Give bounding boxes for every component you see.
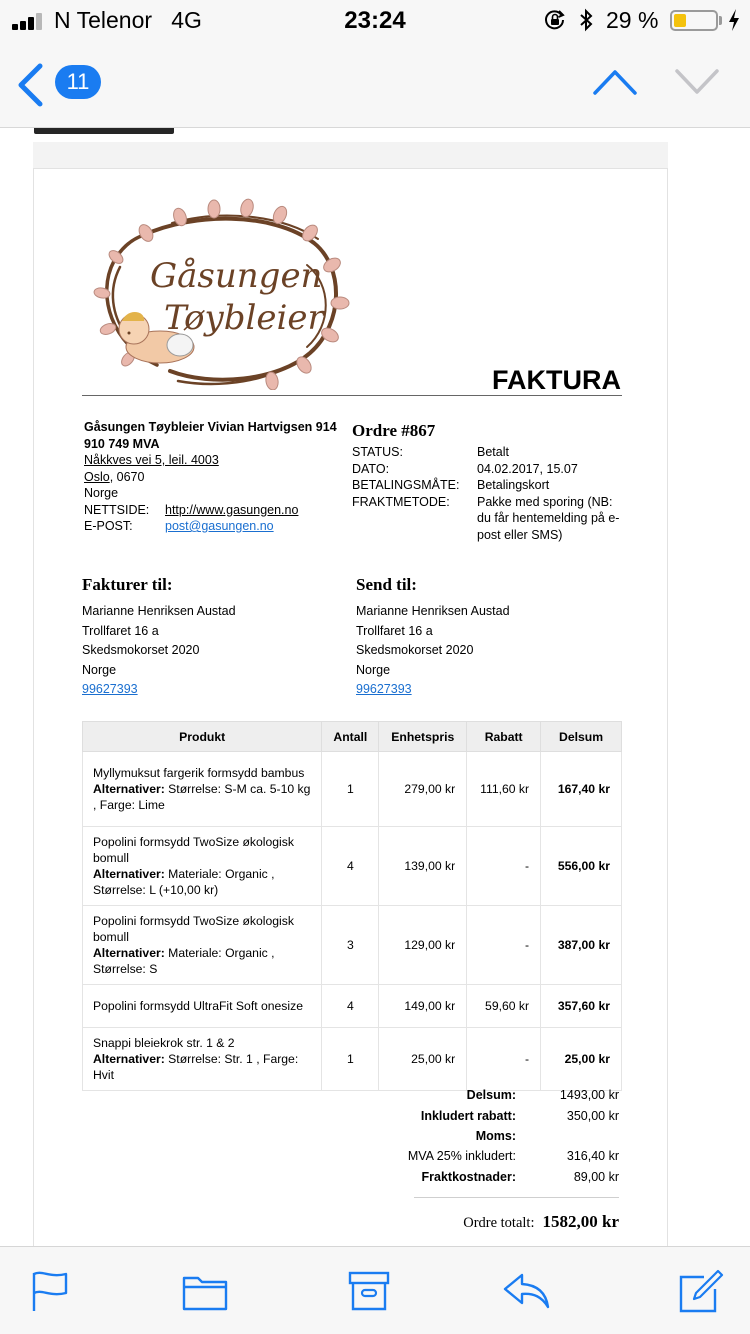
subtotal-cell: 167,40 kr [541, 752, 622, 827]
product-cell: Popolini formsydd TwoSize økologisk bomull Alternativer: Materiale: Organic , Størrelse: S [83, 906, 322, 985]
table-row [83, 906, 622, 985]
battery-percent: 29 % [606, 7, 659, 33]
company-postcode: , 0670 [109, 469, 145, 484]
table-row [83, 1028, 622, 1091]
website-link[interactable]: http://www.gasungen.no [165, 502, 299, 517]
email-label: E-POST: [84, 519, 133, 533]
quantity-cell: 4 [322, 985, 379, 1028]
company-city[interactable]: Oslo [84, 469, 110, 484]
bluetooth-icon [578, 8, 594, 32]
summary-discount: Inkludert rabatt: 350,00 kr [420, 1108, 619, 1123]
battery-level [674, 14, 686, 27]
col-quantity: Antall [322, 722, 379, 752]
table-row [83, 985, 622, 1028]
ship-to-street: Trollfaret 16 a [356, 623, 433, 638]
unit-price-cell: 139,00 kr [379, 827, 467, 906]
product-cell: Popolini formsydd TwoSize økologisk bomull Alternativer: Materiale: Organic , Størrelse: L (+10,00 kr) [83, 827, 322, 906]
company-info [84, 419, 346, 535]
order-status-row: STATUS: Betalt [352, 445, 509, 459]
ship-to-phone-link[interactable]: 99627393 [356, 682, 412, 696]
order-shipping-row: FRAKTMETODE: Pakke med sporing (NB: du får hentemelding på e-post eller SMS) [352, 494, 620, 542]
invoice [33, 168, 668, 1246]
ship-to-name: Marianne Henriksen Austad [356, 604, 510, 618]
subtotal-cell: 556,00 kr [541, 827, 622, 906]
previous-message-icon[interactable] [592, 68, 638, 96]
svg-text:Tøybleier: Tøybleier [164, 298, 324, 338]
product-cell: Popolini formsydd UltraFit Soft onesize [83, 985, 322, 1028]
bill-to-heading: Fakturer til: [82, 575, 173, 594]
subtotal-cell: 25,00 kr [541, 1028, 622, 1091]
summary-subtotal: Delsum: 1493,00 kr [466, 1088, 619, 1103]
bill-to-city: Skedsmokorset 2020 [82, 643, 200, 657]
clock: 23:24 [344, 7, 406, 34]
unit-price-cell: 149,00 kr [379, 985, 467, 1028]
col-subtotal: Delsum [541, 722, 622, 752]
discount-cell: - [467, 827, 541, 906]
unit-price-cell: 25,00 kr [379, 1028, 467, 1091]
col-unit-price: Enhetspris [379, 722, 467, 752]
order-info [352, 421, 627, 543]
product-cell: Snappi bleiekrok str. 1 & 2 Alternativer: Størrelse: Str. 1 , Farge: Hvit [83, 1028, 322, 1091]
discount-cell: 59,60 kr [467, 985, 541, 1028]
order-date-row: DATO: 04.02.2017, 15.07 [352, 461, 578, 476]
summary-shipping: Fraktkostnader: 89,00 kr [421, 1169, 619, 1184]
clipped-heading-text [34, 128, 174, 134]
bill-to-country: Norge [82, 662, 117, 677]
bill-to-phone-link[interactable]: 99627393 [82, 682, 138, 696]
table-row [83, 827, 622, 906]
message-body[interactable] [0, 128, 750, 1246]
battery-tip [719, 16, 722, 25]
summary-divider [414, 1197, 619, 1198]
discount-cell: - [467, 906, 541, 985]
order-total-value: 1582,00 kr [542, 1211, 619, 1231]
battery-icon [670, 10, 718, 31]
email-header-band [33, 142, 668, 168]
subtotal-cell: 387,00 kr [541, 906, 622, 985]
col-discount: Rabatt [467, 722, 541, 752]
product-cell: Myllymuksut fargerik formsydd bambus Alternativer: Størrelse: S-M ca. 5-10 kg , Farge: Lime [83, 752, 322, 827]
order-number: Ordre #867 [352, 421, 436, 440]
status-bar [0, 0, 750, 40]
charging-icon [727, 8, 741, 32]
svg-text:Gåsungen: Gåsungen [150, 256, 323, 296]
ship-to-country: Norge [356, 662, 391, 677]
back-chevron-icon[interactable] [14, 62, 46, 108]
quantity-cell: 1 [322, 752, 379, 827]
summary-vat-heading: Moms: [475, 1128, 516, 1143]
ship-to-heading: Send til: [356, 575, 417, 594]
bill-to-street: Trollfaret 16 a [82, 623, 159, 638]
company-name: Gåsungen Tøybleier Vivian Hartvigsen 914 910 749 MVA [84, 420, 337, 451]
quantity-cell: 1 [322, 1028, 379, 1091]
quantity-cell: 3 [322, 906, 379, 985]
discount-cell: - [467, 1028, 541, 1091]
website-label: NETTSIDE: [84, 502, 150, 517]
next-message-icon[interactable] [674, 68, 720, 96]
title-divider [82, 395, 622, 396]
invoice-summary [334, 1085, 619, 1232]
unit-price-cell: 129,00 kr [379, 906, 467, 985]
subtotal-cell: 357,60 kr [541, 985, 622, 1028]
reply-icon[interactable] [502, 1269, 550, 1313]
back-unread-badge[interactable]: 11 [55, 65, 101, 99]
company-country: Norge [84, 486, 119, 500]
table-row [83, 752, 622, 827]
summary-vat: MVA 25% inkludert: 316,40 kr [407, 1149, 619, 1164]
network-type: 4G [171, 7, 202, 33]
archive-icon[interactable] [346, 1269, 394, 1313]
mail-nav-bar [0, 40, 750, 128]
table-header-row [83, 722, 622, 752]
bill-to [82, 575, 342, 700]
quantity-cell: 4 [322, 827, 379, 906]
rotation-lock-icon [544, 9, 566, 31]
ship-to [356, 575, 616, 700]
order-total [334, 1212, 619, 1232]
gasungen-logo [82, 195, 352, 390]
order-total-label: Ordre totalt: [463, 1214, 535, 1231]
col-product: Produkt [83, 722, 322, 752]
invoice-title: FAKTURA [492, 365, 621, 395]
mail-toolbar [0, 1246, 750, 1334]
discount-cell: 111,60 kr [467, 752, 541, 827]
company-address[interactable]: Nåkkves vei 5, leil. 4003 [84, 453, 219, 467]
compose-icon[interactable] [676, 1269, 724, 1313]
folder-icon[interactable] [181, 1269, 229, 1313]
carrier-label: N Telenor 4G [54, 7, 202, 33]
flag-icon[interactable] [26, 1269, 74, 1313]
unit-price-cell: 279,00 kr [379, 752, 467, 827]
bill-to-name: Marianne Henriksen Austad [82, 604, 236, 618]
order-payment-row: BETALINGSMÅTE: Betalingskort [352, 478, 550, 492]
product-table [82, 721, 622, 1091]
email-link[interactable]: post@gasungen.no [165, 519, 274, 533]
ship-to-city: Skedsmokorset 2020 [356, 643, 474, 657]
